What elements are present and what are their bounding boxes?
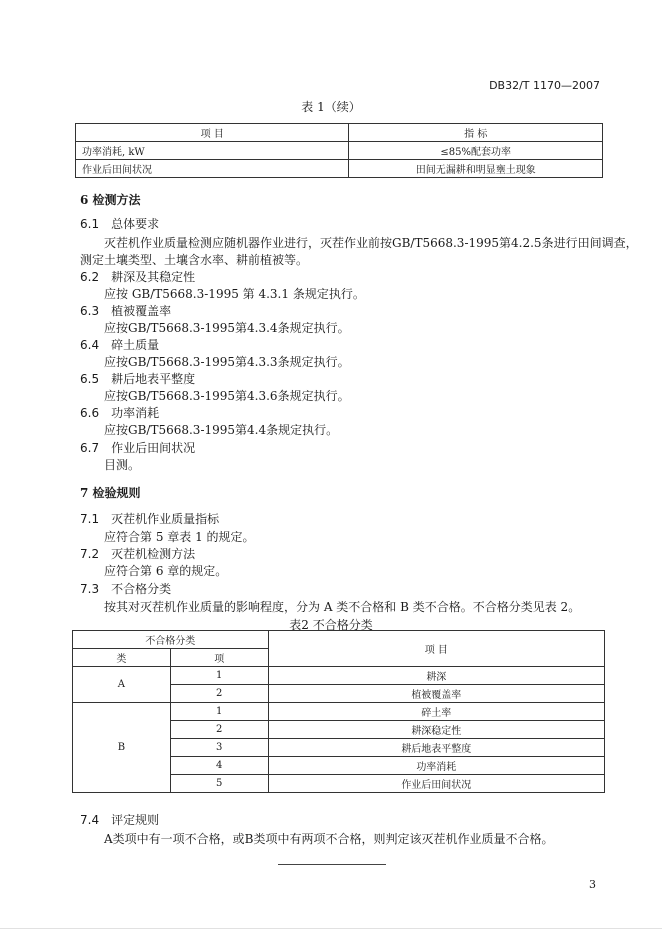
table-cell: 植被覆盖率 bbox=[268, 685, 604, 703]
paragraph-line: 按其对灭茬机作业质量的影响程度，分为 A 类不合格和 B 类不合格。不合格分类见表 2。 bbox=[104, 600, 581, 614]
table-cell: A bbox=[73, 667, 171, 703]
paragraph-line: 测定土壤类型、土壤含水率、耕前植被等。 bbox=[80, 253, 309, 267]
table-row bbox=[76, 160, 603, 178]
subsection-heading bbox=[80, 336, 159, 353]
subsection-heading bbox=[80, 370, 195, 387]
table2 bbox=[72, 630, 605, 793]
table2-caption: 表2 不合格分类 bbox=[289, 618, 373, 632]
table-cell: 耕后地表平整度 bbox=[268, 739, 604, 757]
table-cell: 作业后田间状况 bbox=[76, 160, 349, 178]
table-cell: 田间无漏耕和明显壅土现象 bbox=[349, 160, 603, 178]
table-header-row bbox=[73, 631, 605, 649]
table-header-cell: 项 目 bbox=[268, 631, 604, 667]
table1-caption: 表 1（续） bbox=[301, 100, 361, 114]
paragraph-line: 应按GB/T5668.3-1995第4.4条规定执行。 bbox=[104, 423, 339, 437]
footer-rule bbox=[278, 864, 386, 865]
paragraph-line: 灭茬机作业质量检测应随机器作业进行，灭茬作业前按GB/T5668.3-1995第4.2.5条进行田间调查， bbox=[104, 236, 638, 250]
subsection-number: 6.1 bbox=[80, 217, 100, 231]
subsection-title: 植被覆盖率 bbox=[111, 304, 172, 318]
paragraph-line: 应按GB/T5668.3-1995第4.3.6条规定执行。 bbox=[104, 389, 350, 403]
subsection-heading bbox=[80, 811, 159, 828]
subsection-number: 6.6 bbox=[80, 406, 100, 420]
subsection-title: 耕深及其稳定性 bbox=[111, 270, 196, 284]
table-row bbox=[76, 142, 603, 160]
table-cell: 3 bbox=[170, 739, 268, 757]
subsection-title: 功率消耗 bbox=[111, 406, 160, 420]
table-cell: 1 bbox=[170, 703, 268, 721]
table-cell: B bbox=[73, 703, 171, 793]
subsection-heading bbox=[80, 215, 159, 232]
subsection-number: 7.1 bbox=[80, 512, 100, 526]
subsection-title: 耕后地表平整度 bbox=[111, 372, 196, 386]
subsection-title: 灭茬机检测方法 bbox=[111, 547, 196, 561]
paragraph-line: 应按 GB/T5668.3-1995 第 4.3.1 条规定执行。 bbox=[104, 287, 365, 301]
subsection-number: 7.4 bbox=[80, 813, 100, 827]
table-header-cell: 类 bbox=[73, 649, 171, 667]
subsection-heading bbox=[80, 439, 195, 456]
table-cell: 耕深稳定性 bbox=[268, 721, 604, 739]
paragraph-line: A类项中有一项不合格，或B类项中有两项不合格，则判定该灭茬机作业质量不合格。 bbox=[104, 832, 554, 846]
subsection-title: 碎土质量 bbox=[111, 338, 160, 352]
table1 bbox=[75, 123, 603, 178]
table-cell: 功率消耗, kW bbox=[76, 142, 349, 160]
table-header-cell: 项 bbox=[170, 649, 268, 667]
table-header-cell: 项 目 bbox=[76, 124, 349, 142]
table-cell: 碎土率 bbox=[268, 703, 604, 721]
document-code: DB32/T 1170—2007 bbox=[489, 79, 600, 92]
table-row bbox=[73, 703, 605, 721]
subsection-title: 不合格分类 bbox=[111, 582, 172, 596]
paragraph-line: 应按GB/T5668.3-1995第4.3.4条规定执行。 bbox=[104, 321, 350, 335]
subsection-heading bbox=[80, 268, 195, 285]
subsection-number: 6.3 bbox=[80, 304, 100, 318]
scan-edge bbox=[0, 928, 662, 929]
table-cell: 作业后田间状况 bbox=[268, 775, 604, 793]
paragraph-line: 目测。 bbox=[104, 458, 141, 472]
subsection-number: 6.5 bbox=[80, 372, 100, 386]
subsection-number: 6.4 bbox=[80, 338, 100, 352]
table-row bbox=[73, 667, 605, 685]
table-cell: 5 bbox=[170, 775, 268, 793]
subsection-number: 6.2 bbox=[80, 270, 100, 284]
table-cell: ≤85%配套功率 bbox=[349, 142, 603, 160]
table-cell: 1 bbox=[170, 667, 268, 685]
subsection-heading bbox=[80, 404, 159, 421]
table-cell: 2 bbox=[170, 721, 268, 739]
subsection-number: 7.2 bbox=[80, 547, 100, 561]
subsection-heading bbox=[80, 302, 171, 319]
subsection-title: 评定规则 bbox=[111, 813, 160, 827]
table-header-cell: 不合格分类 bbox=[73, 631, 269, 649]
subsection-heading bbox=[80, 510, 219, 527]
subsection-number: 6.7 bbox=[80, 441, 100, 455]
table-cell: 耕深 bbox=[268, 667, 604, 685]
table-cell: 4 bbox=[170, 757, 268, 775]
paragraph-line: 应按GB/T5668.3-1995第4.3.3条规定执行。 bbox=[104, 355, 350, 369]
section-6-heading: 6 检测方法 bbox=[80, 193, 141, 207]
subsection-title: 灭茬机作业质量指标 bbox=[111, 512, 220, 526]
subsection-heading bbox=[80, 580, 171, 597]
section-7-heading: 7 检验规则 bbox=[80, 486, 141, 500]
paragraph-line: 应符合第 5 章表 1 的规定。 bbox=[104, 530, 255, 544]
subsection-title: 总体要求 bbox=[111, 217, 160, 231]
subsection-title: 作业后田间状况 bbox=[111, 441, 196, 455]
table-cell: 功率消耗 bbox=[268, 757, 604, 775]
table-header-row bbox=[76, 124, 603, 142]
paragraph-line: 应符合第 6 章的规定。 bbox=[104, 564, 228, 578]
subsection-number: 7.3 bbox=[80, 582, 100, 596]
page-number: 3 bbox=[589, 878, 596, 891]
table-cell: 2 bbox=[170, 685, 268, 703]
table-header-cell: 指 标 bbox=[349, 124, 603, 142]
subsection-heading bbox=[80, 545, 195, 562]
